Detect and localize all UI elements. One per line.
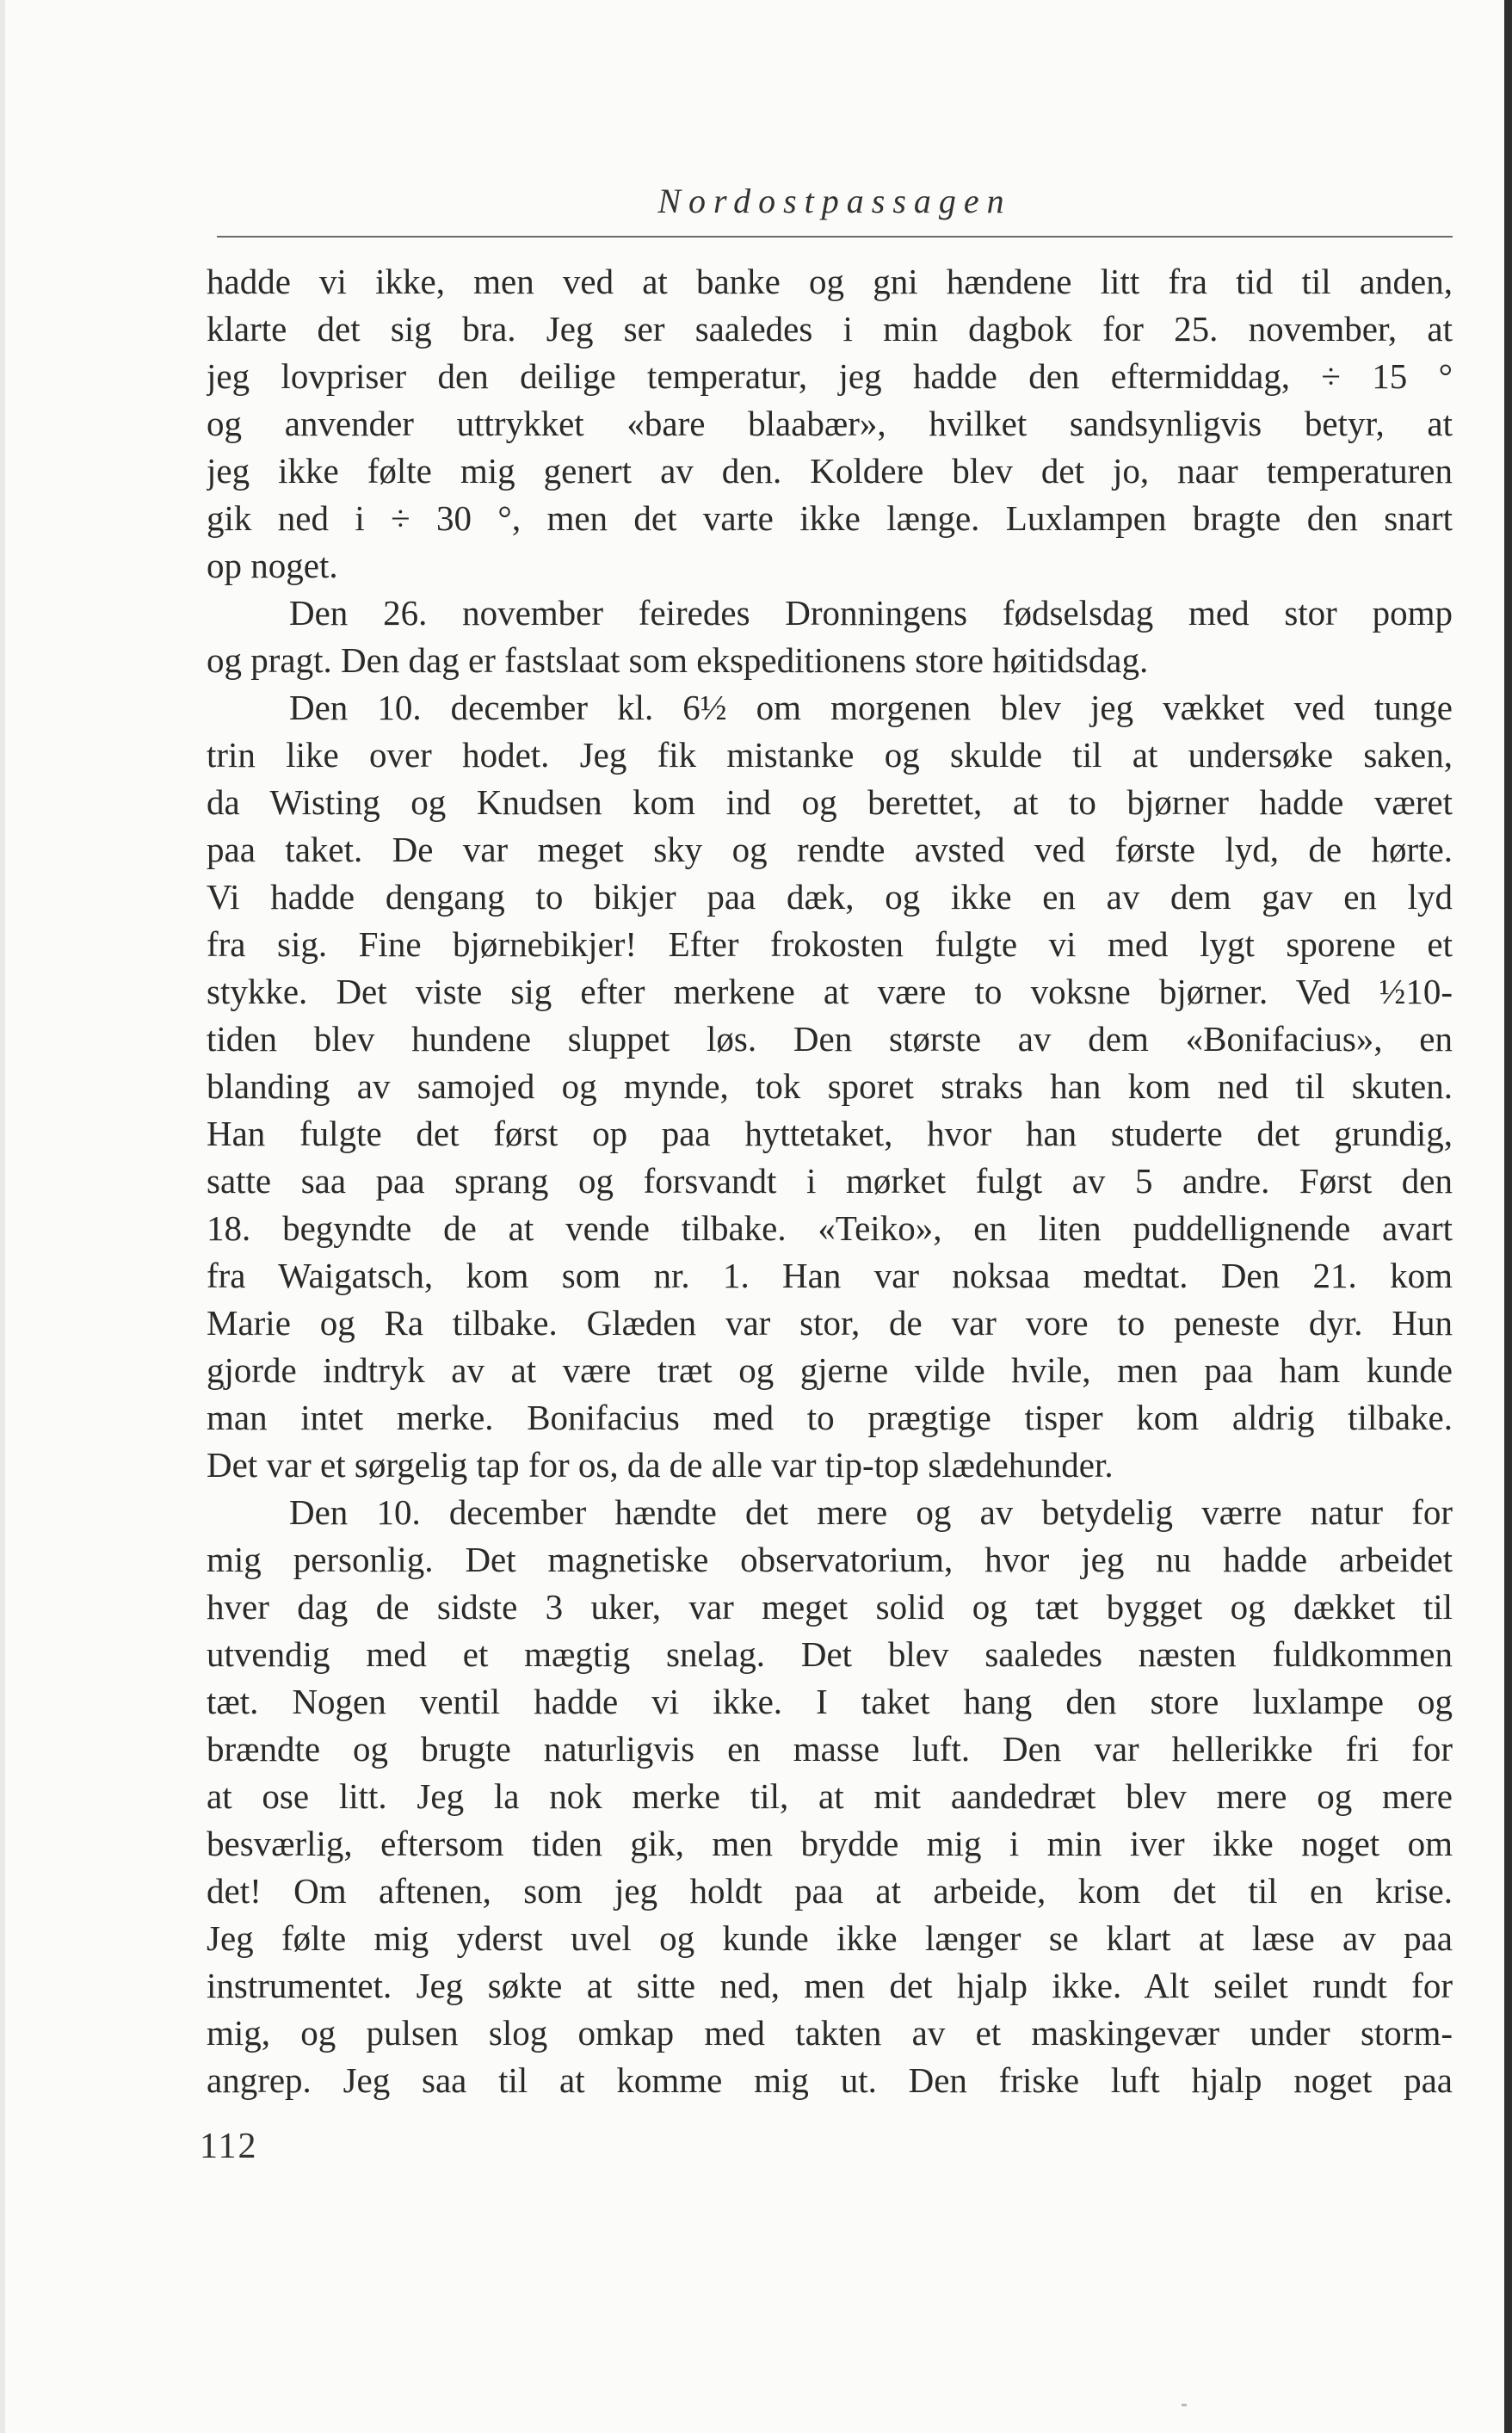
text-line-13: paa taket. De var meget sky og rendte avsted ved første lyd, de hørte. xyxy=(207,830,1453,869)
text-line-31: tæt. Nogen ventil hadde vi ikke. I taket hang den store luxlampe og xyxy=(207,1682,1453,1721)
text-line-24: gjorde indtryk av at være træt og gjerne vilde hvile, men paa ham kunde xyxy=(207,1350,1453,1390)
text-line-30: utvendig med et mægtig snelag. Det blev saaledes næsten fuldkommen xyxy=(207,1634,1453,1674)
text-line-9: og pragt. Den dag er fastslaat som ekspeditionens store høitidsdag. xyxy=(207,640,1149,680)
text-line-34: besværlig, eftersom tiden gik, men brydde mig i min iver ikke noget om xyxy=(207,1824,1453,1863)
text-line-22: fra Waigatsch, kom som nr. 1. Han var noksaa medtat. Den 21. kom xyxy=(207,1256,1453,1295)
text-line-20: satte saa paa sprang og forsvandt i mørket fulgt av 5 andre. Først den xyxy=(207,1161,1453,1201)
text-line-12: da Wisting og Knudsen kom ind og berettet, at to bjørner hadde været xyxy=(207,782,1453,822)
scan-speck xyxy=(1182,2404,1187,2406)
text-line-32: brændte og brugte naturligvis en masse luft. Den var hellerikke fri for xyxy=(207,1729,1453,1769)
text-line-5: jeg ikke følte mig genert av den. Koldere blev det jo, naar temperaturen xyxy=(207,451,1453,491)
text-line-23: Marie og Ra tilbake. Glæden var stor, de var vore to peneste dyr. Hun xyxy=(207,1303,1453,1343)
running-head: Nordostpassagen xyxy=(657,182,1012,220)
scan-edge-left xyxy=(0,0,5,2433)
text-line-36: Jeg følte mig yderst uvel og kunde ikke længer se klart at læse av paa xyxy=(207,1918,1453,1958)
text-line-26: Det var et sørgelig tap for os, da de alle var tip-top slædehunder. xyxy=(207,1445,1114,1485)
text-line-25: man intet merke. Bonifacius med to prægtige tisper kom aldrig tilbake. xyxy=(207,1398,1453,1437)
scan-edge-right xyxy=(1504,0,1512,2433)
text-line-8: Den 26. november feiredes Dronningens fødselsdag med stor pomp xyxy=(289,593,1453,633)
page-number: 112 xyxy=(200,2127,258,2166)
text-line-4: og anvender uttrykket «bare blaabær», hvilket sandsynligvis betyr, at xyxy=(207,404,1453,443)
text-line-17: tiden blev hundene sluppet løs. Den største av dem «Bonifacius», en xyxy=(207,1019,1453,1059)
text-line-16: stykke. Det viste sig efter merkene at være to voksne bjørner. Ved ½10- xyxy=(207,972,1453,1011)
text-line-11: trin like over hodet. Jeg fik mistanke og skulde til at undersøke saken, xyxy=(207,735,1453,775)
header-rule xyxy=(217,236,1453,238)
text-line-21: 18. begyndte de at vende tilbake. «Teiko», en liten puddellignende avart xyxy=(207,1208,1453,1248)
text-line-10: Den 10. december kl. 6½ om morgenen blev jeg vækket ved tunge xyxy=(289,688,1453,727)
text-line-37: instrumentet. Jeg søkte at sitte ned, men det hjalp ikke. Alt seilet rundt for xyxy=(207,1966,1453,2005)
text-line-2: klarte det sig bra. Jeg ser saaledes i min dagbok for 25. november, at xyxy=(207,309,1453,349)
text-line-33: at ose litt. Jeg la nok merke til, at mit aandedræt blev mere og mere xyxy=(207,1776,1453,1816)
text-line-1: hadde vi ikke, men ved at banke og gni hændene litt fra tid til anden, xyxy=(207,262,1453,301)
text-line-29: hver dag de sidste 3 uker, var meget solid og tæt bygget og dækket til xyxy=(207,1587,1453,1627)
text-line-19: Han fulgte det først op paa hyttetaket, hvor han studerte det grundig, xyxy=(207,1114,1453,1153)
text-line-38: mig, og pulsen slog omkap med takten av et maskingevær under storm- xyxy=(207,2013,1453,2053)
text-line-7: op noget. xyxy=(207,546,338,585)
text-line-39: angrep. Jeg saa til at komme mig ut. Den friske luft hjalp noget paa xyxy=(207,2060,1453,2100)
text-line-14: Vi hadde dengang to bikjer paa dæk, og ikke en av dem gav en lyd xyxy=(207,877,1453,917)
text-line-6: gik ned i ÷ 30 °, men det varte ikke længe. Luxlampen bragte den snart xyxy=(207,498,1453,538)
text-line-3: jeg lovpriser den deilige temperatur, jeg hadde den eftermiddag, ÷ 15 ° xyxy=(207,356,1453,396)
body-text xyxy=(207,258,1453,2104)
text-line-27: Den 10. december hændte det mere og av betydelig værre natur for xyxy=(289,1492,1453,1532)
text-line-35: det! Om aftenen, som jeg holdt paa at arbeide, kom det til en krise. xyxy=(207,1871,1453,1911)
text-line-28: mig personlig. Det magnetiske observatorium, hvor jeg nu hadde arbeidet xyxy=(207,1540,1453,1579)
text-line-15: fra sig. Fine bjørnebikjer! Efter frokosten fulgte vi med lygt sporene et xyxy=(207,924,1453,964)
text-line-18: blanding av samojed og mynde, tok sporet straks han kom ned til skuten. xyxy=(207,1066,1453,1106)
